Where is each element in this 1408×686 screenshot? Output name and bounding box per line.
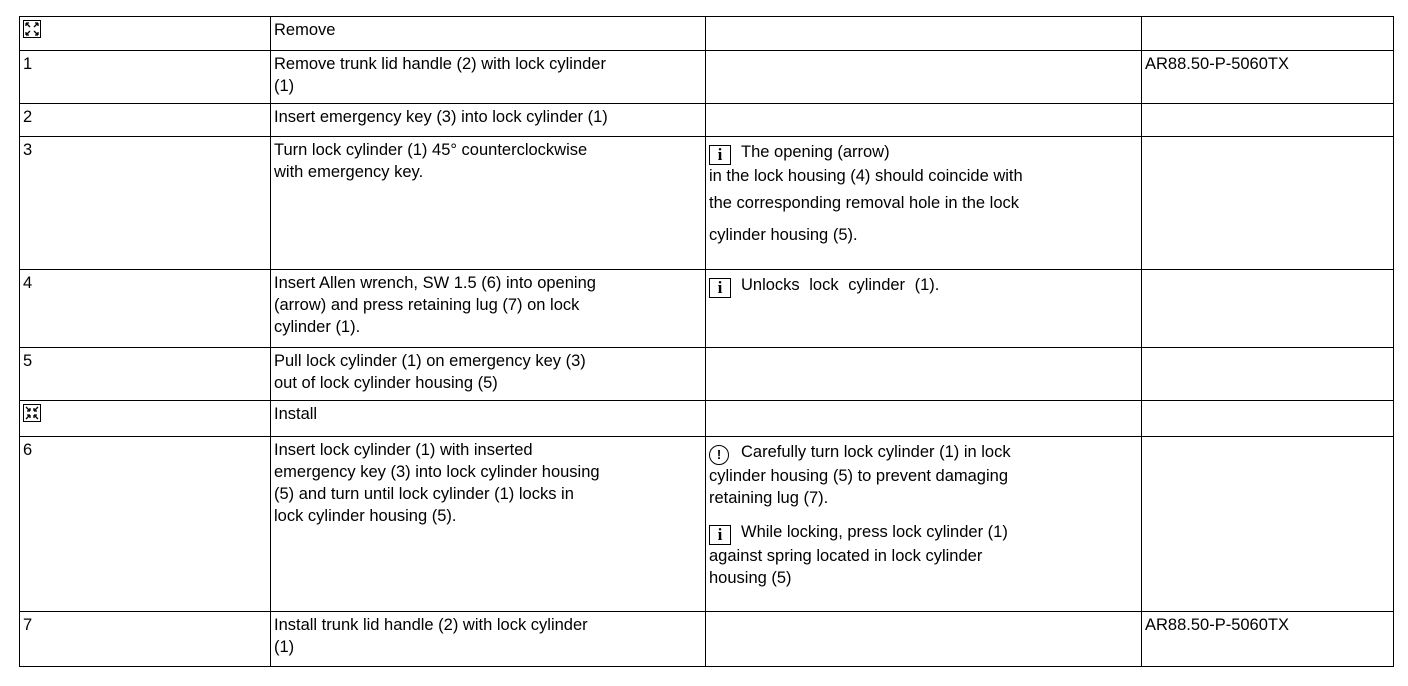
step-note: ! Carefully turn lock cylinder (1) in lock cylinder housing (5) to prevent damaging retaining lug (7). i While locking, press lock cylinder (1) against spring located in lock cylinder housing (5) xyxy=(706,437,1142,612)
info-note: i While locking, press lock cylinder (1) xyxy=(709,521,1138,545)
info-icon: i xyxy=(709,145,731,165)
caution-note: ! Carefully turn lock cylinder (1) in lock xyxy=(709,441,1138,465)
caution-icon: ! xyxy=(709,445,729,465)
step-row-6 xyxy=(20,437,1394,612)
step-text: Pull lock cylinder (1) on emergency key (3) out of lock cylinder housing (5) xyxy=(271,348,706,401)
step-reference: AR88.50-P-5060TX xyxy=(1142,612,1394,667)
step-number: 5 xyxy=(20,348,271,401)
step-text: Insert Allen wrench, SW 1.5 (6) into opening (arrow) and press retaining lug (7) on lock cylinder (1). xyxy=(271,270,706,348)
step-note: i The opening (arrow) in the lock housing (4) should coincide with the corresponding removal hole in the lock cylinder housing (5). xyxy=(706,137,1142,270)
step-reference: AR88.50-P-5060TX xyxy=(1142,51,1394,104)
info-icon: i xyxy=(709,525,731,545)
remove-icon xyxy=(23,20,41,38)
info-icon: i xyxy=(709,278,731,298)
step-text: Insert emergency key (3) into lock cylinder (1) xyxy=(271,104,706,137)
step-number: 1 xyxy=(20,51,271,104)
step-number: 4 xyxy=(20,270,271,348)
step-row-4 xyxy=(20,270,1394,348)
step-row-5 xyxy=(20,348,1394,401)
step-text: Remove trunk lid handle (2) with lock cylinder (1) xyxy=(271,51,706,104)
section-icon-cell xyxy=(20,401,271,437)
section-row-remove xyxy=(20,17,1394,51)
step-number: 7 xyxy=(20,612,271,667)
step-text: Turn lock cylinder (1) 45° counterclockwise with emergency key. xyxy=(271,137,706,270)
step-text: Install trunk lid handle (2) with lock cylinder (1) xyxy=(271,612,706,667)
step-number: 3 xyxy=(20,137,271,270)
step-row-3 xyxy=(20,137,1394,270)
step-row-7 xyxy=(20,612,1394,667)
section-label: Remove xyxy=(271,17,706,51)
step-text: Insert lock cylinder (1) with inserted emergency key (3) into lock cylinder housing (5) and turn until lock cylinder (1) locks in lock cylinder housing (5). xyxy=(271,437,706,612)
step-number: 6 xyxy=(20,437,271,612)
step-number: 2 xyxy=(20,104,271,137)
section-row-install xyxy=(20,401,1394,437)
section-icon-cell xyxy=(20,17,271,51)
section-label: Install xyxy=(271,401,706,437)
procedure-table xyxy=(19,16,1394,667)
step-row-1 xyxy=(20,51,1394,104)
step-row-2 xyxy=(20,104,1394,137)
install-icon xyxy=(23,404,41,422)
step-note: i Unlocks lock cylinder (1). xyxy=(706,270,1142,348)
